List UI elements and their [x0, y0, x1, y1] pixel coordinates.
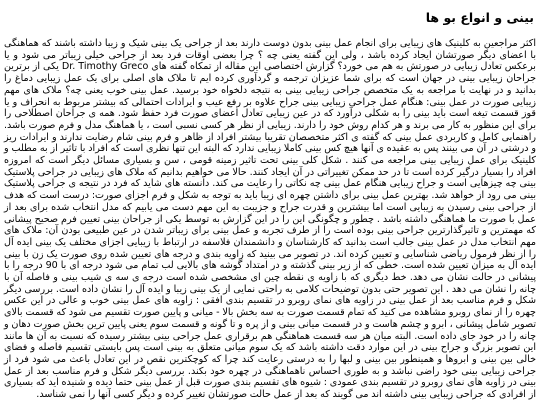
page-title: بینی و انواع بو ها	[425, 10, 534, 25]
article-body: اکثر مراجعین به کلینیک های زیبایی برای انجام عمل بینی بدون دوست دارند بعد از جراحی یک بینی شیک و زیبا داشته باشند که هماهنگی با اعضای دیگر صورتشان ایجاد کرده باشد ، ولی این گفته یعنی چه ؟ چرا بعضی اوقات فرد بعد از جراحی خیلی زیباتر می شود و یا برعکس تعادل زیبایی در صورتش به هم می خورد؟ گزارش اختصاصی این مقاله از تمکاه گفته های Dr. Timothy Greco یکی از برترین جراحان زیبایی بینی در جهان است که برای شما عزیزان ترجمه و گردآوری کرده ایم تا ملاک های اصلی برای یک عمل زیبایی دماغ را بدانید و در نهایت با مراجعه به یک متخصص جراحی زیبایی بینی به نتیجه دلخواه خود برسید. عمل بینی خوب یعنی چه؟ ملاک های مهم زیبایی صورت در عمل بینی: هنگام عمل جراحی زیبایی بینی جراح علاوه بر رفع عیب و ایرادات احتمالی که بیشتر مربوط به انحراف و یا قوز قسمت تیغه است باید بینی را به شکلی درآورد که در عین زیبایی تعادل اعضای صورت فرد حفظ شود. همه ی جراحان اصطلاحی را برای این منظور به کار می برند و هر کدام روش خود را دارند. زیبایی از نظر هر کسی نسبی است ، یا هماهنگ مدل و فرم صورت باشد. راهنمایی کامل و کاربردی عمل بینی که گفته ی اکثر متخصصان تقریبا بیشتر افراد از ظاهر و فرم بینی شام رضایت ندارند و ایرادات ریز و درشتی در آن می بینند پس به عقیده ی آنها هیچ کس بینی کاملا زیبایی ندارد که البته این تنها نظری است که افراد با تاثیر از به مطلب و کلینیک برای عمل زیبایی بینی مراجعه می کنند . شکل کلی بینی تحت تاثیر زمینه قومی ، سن و بسیاری مسائل دیگر است که امروزه افراد را بسیار درگیر کرده است تا در حد ممکن تغییراتی در آن ایجاد کنند. حالا می خواهیم بدانیم که ملاک های زیبایی در جراحی پلاستیک بینی چه چیزهایی است و جراح زیبایی هنگام عمل بینی چه نکاتی را رعایت می کند. دانسته های شاید که فرد در نتیجه ی جراحی پلاستیک بینی می رود از خواهد شد. بهترین عمل بینی برای داشتن چهره ای زیبا باید به توجه به شکل و فرم اجزای صورت: درست است که هدف از جراحی بینی رسیدن به زیبایی است اما بیشترین و قدرت جراح و جزیبت به این مهم دست می یابیم که مدل انتخاب شده برای بعد از عمل با صورت ما هماهنگی داشته باشد . چطور و چگونگی این را در این گزارش به توسط یکی از جراحان بینی تعیین فرم صحیح پیشانی که مهمترین و تاثیرگذارترین جراحی بینی بوده است را از طرف تجربه و عمل بینی برای زیباتر شدن در عین طبیعی بودن آن: ملاک های مهم انتخاب مدل در عمل بینی جالب است بدانید که کارشناسان و دانشمندان فلاسفه در ارتباط با زیبایی اجزای مختلف یک بینی ایده آل را از نظر فرمول ریاضی شناسایی و تعیین کرده اند. در تصویر می بینید که زاویه بندی و درجه های تعیین شده روی صورت یک زن با بینی ایده آل به میزان تعیین شده است. خطی که از زیر بینی گذشته و در امتداد گوشه های بالایی لب تمام می شود درجه ای با 90 درجه را با پیشانی در حالت نشان می دهد. خط دیگری که با زاویه ی نقطه چین ای مشخصی شده است درجه ی سه ی شیب بینی و فاصله آن با چانه را نشان می دهد . این تصویر حتی بدون توضیحات کلامی به راحتی نمایی از یک بینی زیبا و ایده آل را نشان داده است. بررسی دیگر شکل و فرم مناسب بعد از عمل بینی در زاویه های نمای روبرو در تقسیم بندی افقی : زاویه های عمل بینی خوب و عالی در این عکس چهره را از نمای روبرو مشاهده می کنید که تمام قسمت صورت به سه بخش بالا - میانی و پایین صورت تقسیم می شود که قسمت بالای تصویر شامل پیشانی ، ابرو و چشم هاست و در قسمت میانی بینی و از پره و تا گونه و قسمت سوم یعنی پایین ترین بخش صورت دهان و چانه را در خود جای داده است. البته میان هر سه قسمت هماهنگی هم برقراری عمل جراحی بینی بیشتر رسیده که نسبت به آن ها مانند این تصویر بزرگ و جراح بینی در این موارد دقت داشته باشد که یک سوم میانی متعلق به بینی است پس بایستی تقسیم فاصله و فضای خالی بین بینی و ابروها و همینطور بین بینی و لبها را به درستی رعایت کند چرا که کوچکترین نقص در این تعادل باعث می شود فرد از جراحی زیبایی بینی خود راضی نباشد و به طوری احساس ناهماهنگی در چهره خود بکند. بررسی دیگر شکل و فرم مناسب بعد از عمل بینی در زاویه های نمای روبرو در تقسیم بندی عمودی : شیوه های تقسیم بندی صورت قبل از عمل بینی حتما دیده و شنیده اید که بسیاری از افرادی که جراحی زیبایی بینی داشته اند می گویند که بعد از عمل حالت صورتشان تغییر کرده و دیگر کسی آنها را نمی شناسد.	[4, 38, 536, 401]
